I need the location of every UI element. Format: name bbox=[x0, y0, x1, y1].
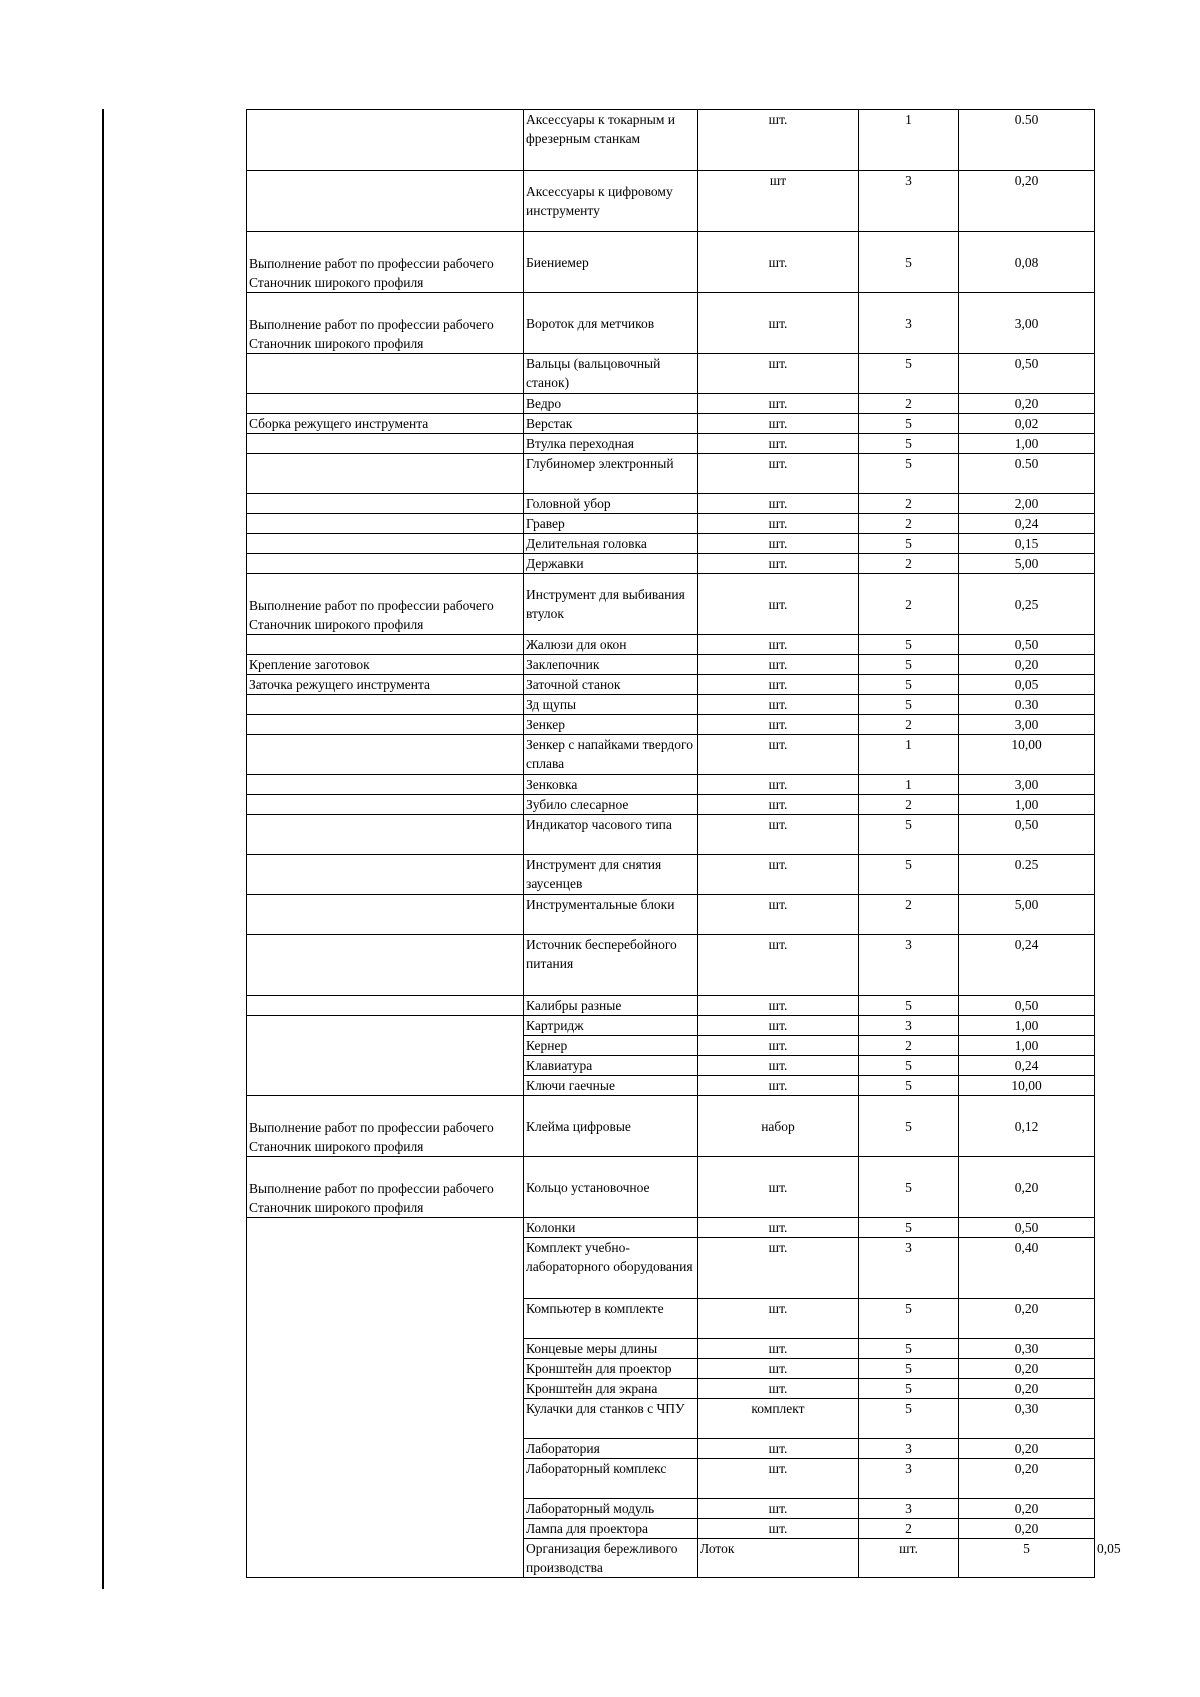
module-cell bbox=[247, 695, 524, 715]
equipment-name-cell: Головной убор bbox=[524, 494, 698, 514]
module-cell bbox=[247, 171, 524, 232]
value-cell: 0.50 bbox=[959, 454, 1095, 494]
equipment-name-cell: Кернер bbox=[524, 1036, 698, 1056]
value-cell: 3,00 bbox=[959, 715, 1095, 735]
quantity-cell: 2 bbox=[859, 574, 959, 635]
unit-cell: шт. bbox=[859, 1539, 959, 1578]
table-row bbox=[247, 1157, 1095, 1218]
equipment-name-cell: Инструмент для снятия заусенцев bbox=[524, 855, 698, 895]
value-cell: 3,00 bbox=[959, 293, 1095, 354]
quantity-cell: 5 bbox=[859, 1399, 959, 1439]
unit-cell: шт. bbox=[698, 996, 859, 1016]
quantity-cell: 5 bbox=[859, 1299, 959, 1339]
quantity-cell: 5 bbox=[859, 1096, 959, 1157]
quantity-cell: 1 bbox=[859, 735, 959, 775]
quantity-cell: 3 bbox=[859, 935, 959, 996]
table-row bbox=[247, 434, 1095, 454]
unit-cell: шт. bbox=[698, 1056, 859, 1076]
module-cell bbox=[247, 394, 524, 414]
value-cell: 0,20 bbox=[959, 655, 1095, 675]
quantity-cell: 1 bbox=[859, 775, 959, 795]
module-cell bbox=[247, 1218, 524, 1578]
equipment-name-cell: Компьютер в комплекте bbox=[524, 1299, 698, 1339]
unit-cell: шт. bbox=[698, 795, 859, 815]
quantity-cell: 2 bbox=[859, 514, 959, 534]
module-cell bbox=[247, 775, 524, 795]
quantity-cell: 5 bbox=[859, 1339, 959, 1359]
quantity-cell: 3 bbox=[859, 1439, 959, 1459]
table-row bbox=[247, 494, 1095, 514]
equipment-name-cell: Втулка переходная bbox=[524, 434, 698, 454]
value-cell: 1,00 bbox=[959, 795, 1095, 815]
table-row bbox=[247, 795, 1095, 815]
unit-cell: шт bbox=[698, 171, 859, 232]
quantity-cell: 5 bbox=[859, 454, 959, 494]
value-cell: 0,02 bbox=[959, 414, 1095, 434]
quantity-cell: 3 bbox=[859, 293, 959, 354]
table-row bbox=[247, 996, 1095, 1016]
equipment-name-cell: Биениемер bbox=[524, 232, 698, 293]
quantity-cell: 5 bbox=[859, 996, 959, 1016]
table-row bbox=[247, 454, 1095, 494]
table-row bbox=[247, 695, 1095, 715]
value-cell: 2,00 bbox=[959, 494, 1095, 514]
quantity-cell: 2 bbox=[859, 1036, 959, 1056]
equipment-name-cell: Лаборатория bbox=[524, 1439, 698, 1459]
equipment-name-cell: Зд щупы bbox=[524, 695, 698, 715]
table-row bbox=[247, 895, 1095, 935]
value-cell: 0,20 bbox=[959, 1157, 1095, 1218]
value-cell: 0,50 bbox=[959, 996, 1095, 1016]
value-cell: 0,24 bbox=[959, 935, 1095, 996]
equipment-name-cell: Инструмент для выбивания втулок bbox=[524, 574, 698, 635]
module-cell bbox=[247, 1016, 524, 1096]
table-row bbox=[247, 935, 1095, 996]
module-cell: Выполнение работ по профессии рабочего Станочник широкого профиля bbox=[247, 1157, 524, 1218]
value-cell: 10,00 bbox=[959, 1076, 1095, 1096]
table-row bbox=[247, 574, 1095, 635]
equipment-name-cell: Кронштейн для экрана bbox=[524, 1379, 698, 1399]
unit-cell: шт. bbox=[698, 534, 859, 554]
table-row bbox=[247, 554, 1095, 574]
unit-cell: шт. bbox=[698, 895, 859, 935]
equipment-name-cell: Колонки bbox=[524, 1218, 698, 1238]
module-cell bbox=[247, 996, 524, 1016]
value-cell: 1,00 bbox=[959, 1016, 1095, 1036]
table-row bbox=[247, 1218, 1095, 1238]
quantity-cell: 5 bbox=[859, 1076, 959, 1096]
unit-cell: шт. bbox=[698, 1076, 859, 1096]
equipment-name-cell: Аксессуары к токарным и фрезерным станкам bbox=[524, 110, 698, 171]
module-cell bbox=[247, 494, 524, 514]
equipment-name-cell: Глубиномер электронный bbox=[524, 454, 698, 494]
quantity-cell: 5 bbox=[859, 1157, 959, 1218]
value-cell: 0,15 bbox=[959, 534, 1095, 554]
module-cell bbox=[247, 110, 524, 171]
equipment-name-cell: Зенковка bbox=[524, 775, 698, 795]
quantity-cell: 5 bbox=[859, 414, 959, 434]
unit-cell: шт. bbox=[698, 935, 859, 996]
equipment-name-cell: Гравер bbox=[524, 514, 698, 534]
unit-cell: шт. bbox=[698, 1519, 859, 1539]
unit-cell: шт. bbox=[698, 1439, 859, 1459]
equipment-name-cell: Индикатор часового типа bbox=[524, 815, 698, 855]
left-margin-line bbox=[102, 109, 104, 1589]
equipment-name-cell: Заточной станок bbox=[524, 675, 698, 695]
equipment-name-cell: Кронштейн для проектор bbox=[524, 1359, 698, 1379]
equipment-name-cell: Источник бесперебойного питания bbox=[524, 935, 698, 996]
table-row bbox=[247, 815, 1095, 855]
equipment-name-cell: Аксессуары к цифровому инструменту bbox=[524, 171, 698, 232]
quantity-cell: 2 bbox=[859, 554, 959, 574]
unit-cell: шт. bbox=[698, 735, 859, 775]
table-row: Организация бережливого производства Лоток шт. 5 0,05 bbox=[247, 1539, 1095, 1578]
quantity-cell: 3 bbox=[859, 171, 959, 232]
unit-cell: шт. bbox=[698, 494, 859, 514]
unit-cell: шт. bbox=[698, 293, 859, 354]
equipment-name-cell: Лоток bbox=[698, 1539, 859, 1578]
module-cell bbox=[247, 354, 524, 394]
unit-cell: шт. bbox=[698, 354, 859, 394]
unit-cell: шт. bbox=[698, 574, 859, 635]
module-cell bbox=[247, 895, 524, 935]
equipment-name-cell: Инструментальные блоки bbox=[524, 895, 698, 935]
quantity-cell: 1 bbox=[859, 110, 959, 171]
value-cell: 0,12 bbox=[959, 1096, 1095, 1157]
table-row bbox=[247, 715, 1095, 735]
value-cell: 0,20 bbox=[959, 1379, 1095, 1399]
value-cell: 0,40 bbox=[959, 1238, 1095, 1299]
quantity-cell: 5 bbox=[859, 1359, 959, 1379]
unit-cell: шт. bbox=[698, 414, 859, 434]
equipment-name-cell: Жалюзи для окон bbox=[524, 635, 698, 655]
value-cell: 0,24 bbox=[959, 514, 1095, 534]
equipment-name-cell: Ключи гаечные bbox=[524, 1076, 698, 1096]
quantity-cell: 5 bbox=[859, 534, 959, 554]
equipment-name-cell: Вальцы (вальцовочный станок) bbox=[524, 354, 698, 394]
module-cell bbox=[247, 855, 524, 895]
equipment-name-cell: Зенкер с напайками твердого сплава bbox=[524, 735, 698, 775]
unit-cell: шт. bbox=[698, 110, 859, 171]
unit-cell: шт. bbox=[698, 1379, 859, 1399]
module-cell: Выполнение работ по профессии рабочего Станочник широкого профиля bbox=[247, 574, 524, 635]
equipment-name-cell: Державки bbox=[524, 554, 698, 574]
equipment-name-cell: Верстак bbox=[524, 414, 698, 434]
unit-cell: шт. bbox=[698, 855, 859, 895]
table-row bbox=[247, 855, 1095, 895]
quantity-cell: 3 bbox=[859, 1499, 959, 1519]
value-cell: 0,20 bbox=[959, 394, 1095, 414]
module-cell: Крепление заготовок bbox=[247, 655, 524, 675]
module-cell: Организация бережливого производства bbox=[524, 1539, 698, 1578]
table-row bbox=[247, 110, 1095, 171]
value-cell: 1,00 bbox=[959, 1036, 1095, 1056]
unit-cell: шт. bbox=[698, 655, 859, 675]
quantity-cell: 2 bbox=[859, 1519, 959, 1539]
value-cell: 0.25 bbox=[959, 855, 1095, 895]
equipment-name-cell: Кулачки для станков с ЧПУ bbox=[524, 1399, 698, 1439]
value-cell: 0,20 bbox=[959, 1519, 1095, 1539]
equipment-name-cell: Вороток для метчиков bbox=[524, 293, 698, 354]
equipment-name-cell: Заклепочник bbox=[524, 655, 698, 675]
unit-cell: шт. bbox=[698, 1299, 859, 1339]
equipment-name-cell: Делительная головка bbox=[524, 534, 698, 554]
value-cell: 5,00 bbox=[959, 554, 1095, 574]
module-cell bbox=[247, 554, 524, 574]
module-cell bbox=[247, 434, 524, 454]
unit-cell: шт. bbox=[698, 1339, 859, 1359]
value-cell: 0,20 bbox=[959, 1499, 1095, 1519]
equipment-name-cell: Концевые меры длины bbox=[524, 1339, 698, 1359]
unit-cell: шт. bbox=[698, 394, 859, 414]
equipment-name-cell: Зенкер bbox=[524, 715, 698, 735]
module-cell: Выполнение работ по профессии рабочего Станочник широкого профиля bbox=[247, 293, 524, 354]
equipment-name-cell: Лабораторный комплекс bbox=[524, 1459, 698, 1499]
equipment-name-cell: Картридж bbox=[524, 1016, 698, 1036]
table-row bbox=[247, 735, 1095, 775]
quantity-cell: 2 bbox=[859, 895, 959, 935]
value-cell: 0,30 bbox=[959, 1399, 1095, 1439]
value-cell: 0,50 bbox=[959, 354, 1095, 394]
quantity-cell: 2 bbox=[859, 394, 959, 414]
module-cell bbox=[247, 795, 524, 815]
unit-cell: шт. bbox=[698, 1359, 859, 1379]
unit-cell: шт. bbox=[698, 775, 859, 795]
quantity-cell: 5 bbox=[859, 655, 959, 675]
quantity-cell: 5 bbox=[859, 1218, 959, 1238]
quantity-cell: 5 bbox=[859, 695, 959, 715]
value-cell: 0,50 bbox=[959, 815, 1095, 855]
equipment-name-cell: Кольцо установочное bbox=[524, 1157, 698, 1218]
module-cell bbox=[247, 735, 524, 775]
unit-cell: шт. bbox=[698, 675, 859, 695]
quantity-cell: 5 bbox=[859, 815, 959, 855]
value-cell: 3,00 bbox=[959, 775, 1095, 795]
quantity-cell: 5 bbox=[859, 354, 959, 394]
quantity-cell: 5 bbox=[859, 635, 959, 655]
value-cell: 0,08 bbox=[959, 232, 1095, 293]
unit-cell: шт. bbox=[698, 1157, 859, 1218]
quantity-cell: 5 bbox=[959, 1539, 1095, 1578]
value-cell: 0,30 bbox=[959, 1339, 1095, 1359]
table-row bbox=[247, 354, 1095, 394]
unit-cell: комплект bbox=[698, 1399, 859, 1439]
module-cell bbox=[247, 635, 524, 655]
unit-cell: шт. bbox=[698, 514, 859, 534]
quantity-cell: 2 bbox=[859, 795, 959, 815]
module-cell: Выполнение работ по профессии рабочего Станочник широкого профиля bbox=[247, 1096, 524, 1157]
module-cell: Сборка режущего инструмента bbox=[247, 414, 524, 434]
quantity-cell: 3 bbox=[859, 1238, 959, 1299]
unit-cell: шт. bbox=[698, 715, 859, 735]
value-cell: 0,20 bbox=[959, 1359, 1095, 1379]
value-cell: 5,00 bbox=[959, 895, 1095, 935]
table-row bbox=[247, 655, 1095, 675]
quantity-cell: 2 bbox=[859, 715, 959, 735]
quantity-cell: 5 bbox=[859, 675, 959, 695]
quantity-cell: 3 bbox=[859, 1459, 959, 1499]
table-row bbox=[247, 775, 1095, 795]
module-cell bbox=[247, 534, 524, 554]
unit-cell: шт. bbox=[698, 695, 859, 715]
module-cell bbox=[247, 935, 524, 996]
module-cell bbox=[247, 514, 524, 534]
equipment-name-cell: Калибры разные bbox=[524, 996, 698, 1016]
equipment-name-cell: Клавиатура bbox=[524, 1056, 698, 1076]
equipment-name-cell: Лабораторный модуль bbox=[524, 1499, 698, 1519]
unit-cell: шт. bbox=[698, 434, 859, 454]
quantity-cell: 3 bbox=[859, 1016, 959, 1036]
unit-cell: набор bbox=[698, 1096, 859, 1157]
value-cell: 0,20 bbox=[959, 171, 1095, 232]
unit-cell: шт. bbox=[698, 1016, 859, 1036]
unit-cell: шт. bbox=[698, 232, 859, 293]
unit-cell: шт. bbox=[698, 635, 859, 655]
equipment-name-cell: Лампа для проектора bbox=[524, 1519, 698, 1539]
table-row bbox=[247, 514, 1095, 534]
quantity-cell: 5 bbox=[859, 232, 959, 293]
value-cell: 0.30 bbox=[959, 695, 1095, 715]
module-cell bbox=[247, 454, 524, 494]
unit-cell: шт. bbox=[698, 1218, 859, 1238]
module-cell bbox=[247, 815, 524, 855]
quantity-cell: 5 bbox=[859, 1056, 959, 1076]
module-cell bbox=[247, 715, 524, 735]
value-cell: 0,25 bbox=[959, 574, 1095, 635]
module-cell: Заточка режущего инструмента bbox=[247, 675, 524, 695]
equipment-table bbox=[246, 109, 1121, 1578]
value-cell: 0,50 bbox=[959, 635, 1095, 655]
quantity-cell: 5 bbox=[859, 1379, 959, 1399]
table-row bbox=[247, 394, 1095, 414]
value-cell: 0.50 bbox=[959, 110, 1095, 171]
value-cell: 10,00 bbox=[959, 735, 1095, 775]
unit-cell: шт. bbox=[698, 554, 859, 574]
table-row bbox=[247, 414, 1095, 434]
quantity-cell: 5 bbox=[859, 855, 959, 895]
unit-cell: шт. bbox=[698, 1036, 859, 1056]
value-cell: 1,00 bbox=[959, 434, 1095, 454]
unit-cell: шт. bbox=[698, 1499, 859, 1519]
equipment-name-cell: Комплект учебно-лабораторного оборудования bbox=[524, 1238, 698, 1299]
value-cell: 0,24 bbox=[959, 1056, 1095, 1076]
unit-cell: шт. bbox=[698, 1459, 859, 1499]
value-cell: 0,20 bbox=[959, 1299, 1095, 1339]
table-row bbox=[247, 232, 1095, 293]
value-cell: 0,05 bbox=[959, 675, 1095, 695]
equipment-name-cell: Клейма цифровые bbox=[524, 1096, 698, 1157]
table-row bbox=[247, 534, 1095, 554]
equipment-name-cell: Зубило слесарное bbox=[524, 795, 698, 815]
table-row bbox=[247, 171, 1095, 232]
value-cell: 0,20 bbox=[959, 1459, 1095, 1499]
equipment-table-body bbox=[247, 110, 1121, 1578]
unit-cell: шт. bbox=[698, 1238, 859, 1299]
value-cell: 0,50 bbox=[959, 1218, 1095, 1238]
unit-cell: шт. bbox=[698, 454, 859, 494]
table-row bbox=[247, 293, 1095, 354]
module-cell: Выполнение работ по профессии рабочего Станочник широкого профиля bbox=[247, 232, 524, 293]
quantity-cell: 5 bbox=[859, 434, 959, 454]
table-row bbox=[247, 1016, 1095, 1036]
table-row bbox=[247, 635, 1095, 655]
value-cell: 0,20 bbox=[959, 1439, 1095, 1459]
table-row bbox=[247, 675, 1095, 695]
table-row bbox=[247, 1096, 1095, 1157]
quantity-cell: 2 bbox=[859, 494, 959, 514]
unit-cell: шт. bbox=[698, 815, 859, 855]
equipment-name-cell: Ведро bbox=[524, 394, 698, 414]
